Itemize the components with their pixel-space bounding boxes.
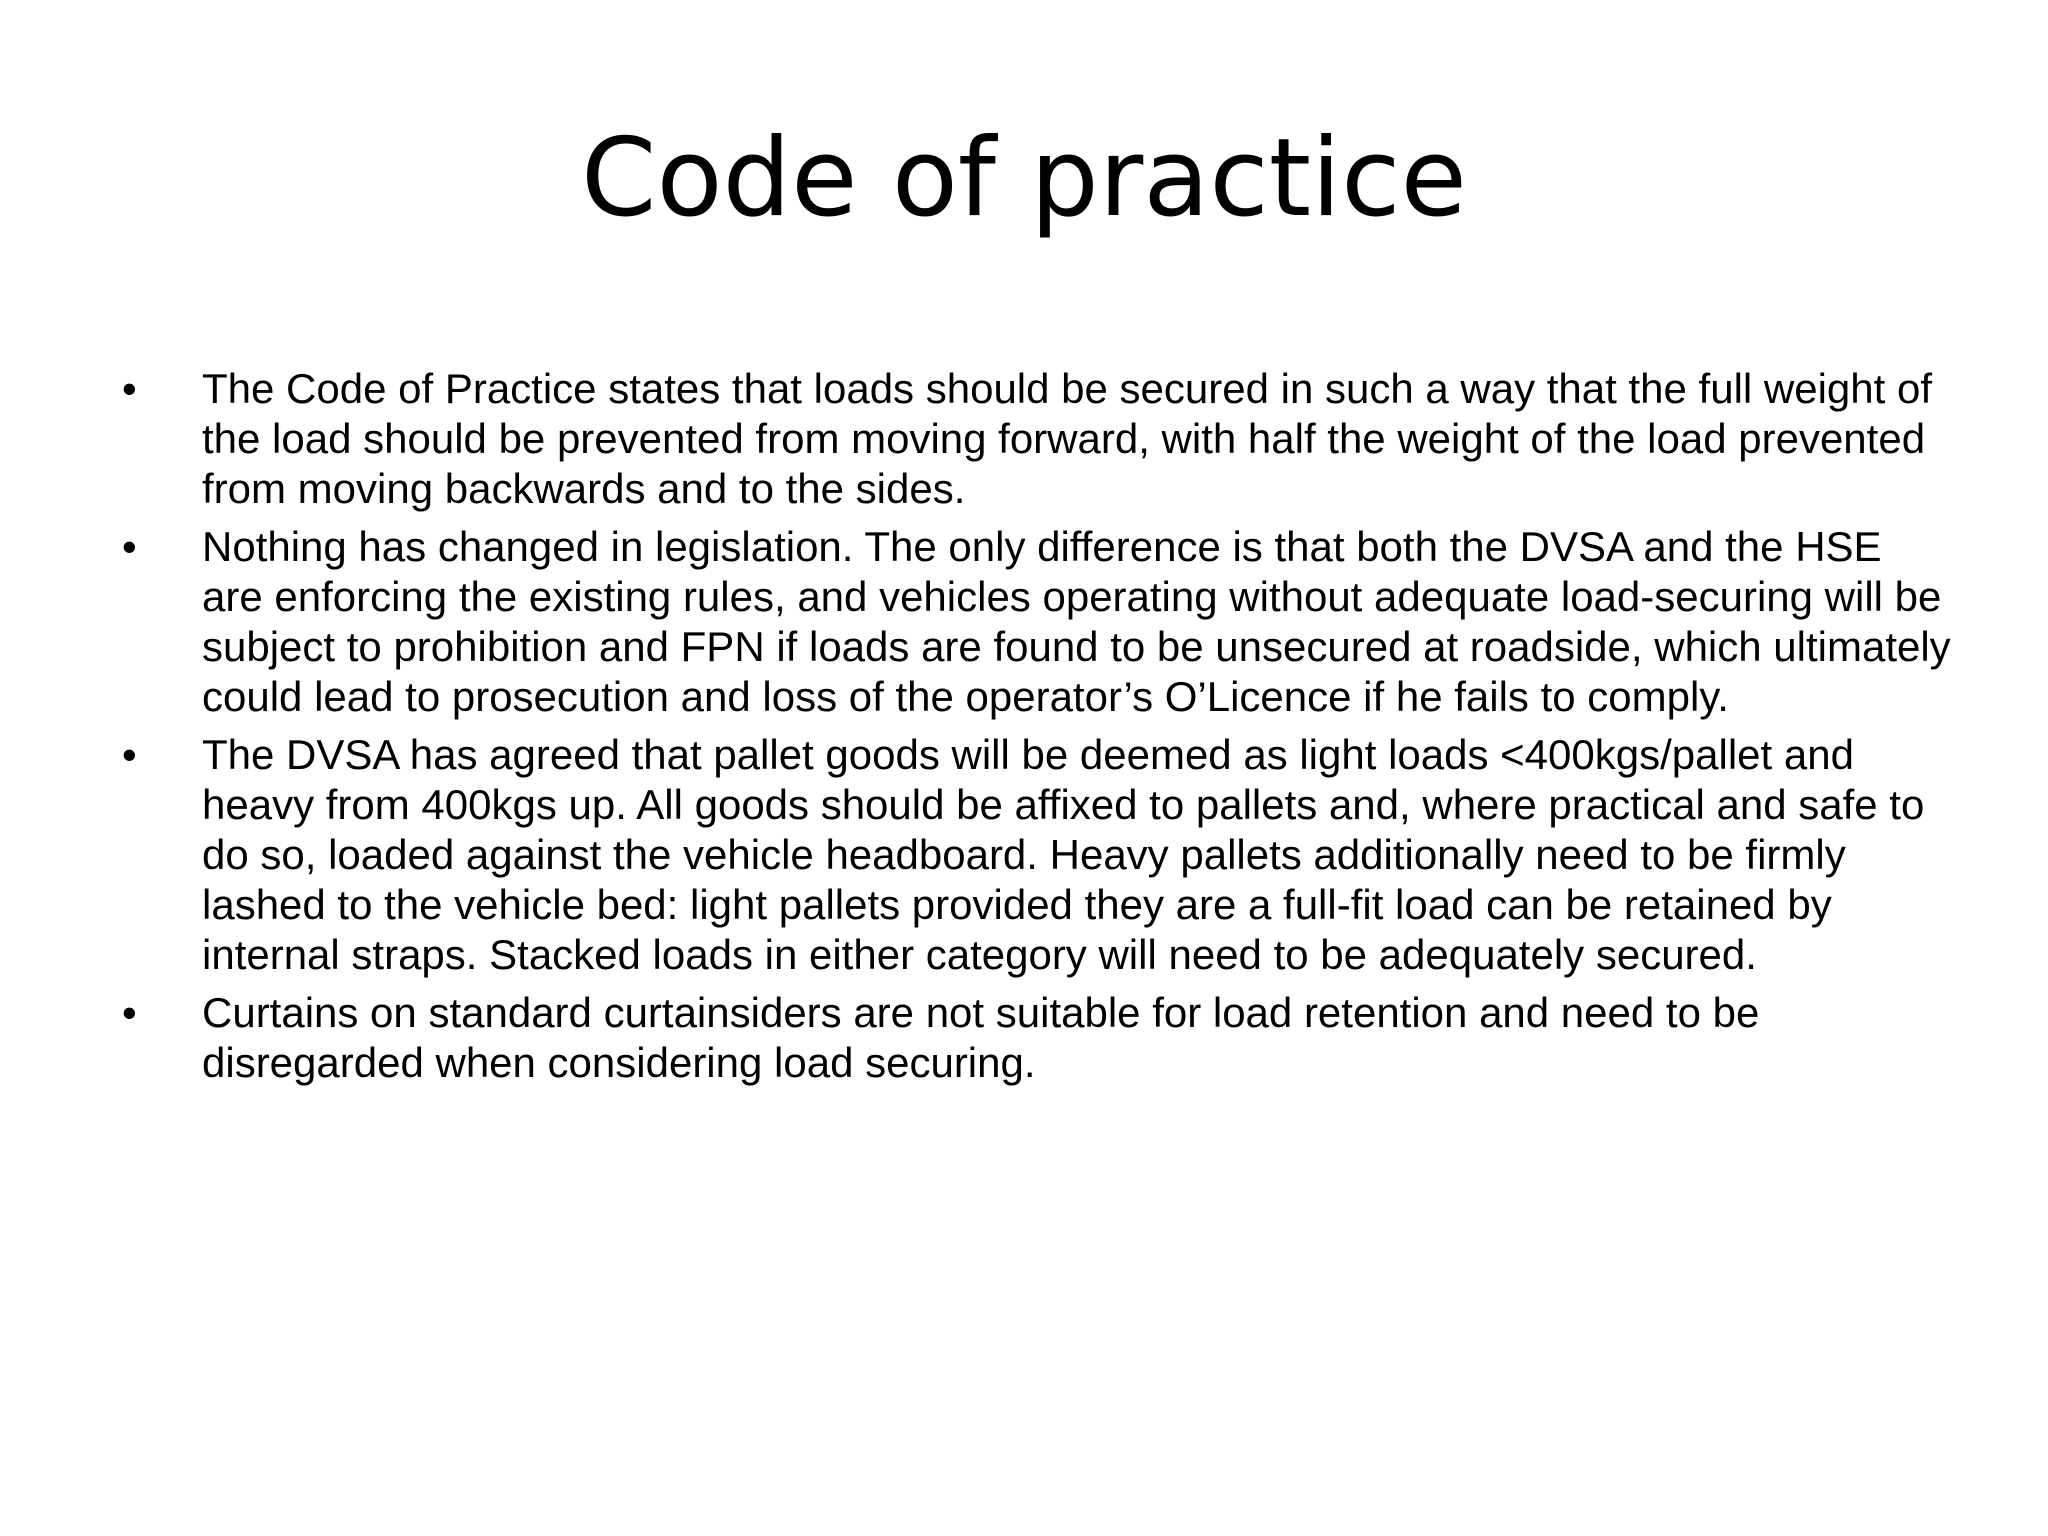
bullet-text: Nothing has changed in legislation. The only difference is that both the DVSA and the HSE are enforcing the existing rules, and vehicles operating without adequate load-securing will be subject to prohibition and FPN if loads are found to be unsecured at roadside, which ultimately could lead to prosecution and loss of the operator’s O’Licence if he fails to comply. (202, 523, 1951, 720)
bullet-list (122, 364, 1952, 1096)
bullet-icon: • (122, 989, 137, 1036)
list-item (122, 364, 1952, 514)
bullet-text: Curtains on standard curtainsiders are not suitable for load retention and need to be disregarded when considering load securing. (202, 989, 1760, 1086)
list-item (122, 988, 1952, 1088)
list-item (122, 730, 1952, 980)
slide-title: Code of practice (581, 116, 1467, 241)
bullet-icon: • (122, 365, 137, 412)
list-item (122, 522, 1952, 722)
bullet-icon: • (122, 523, 137, 570)
bullet-text: The DVSA has agreed that pallet goods will be deemed as light loads <400kgs/pallet and heavy from 400kgs up. All goods should be affixed to pallets and, where practical and safe to do so, loaded against the vehicle headboard. Heavy pallets additionally need to be firmly lashed to the vehicle bed: light pallets provided they are a full-fit load can be retained by internal straps. Stacked loads in either category will need to be adequately secured. (202, 731, 1925, 978)
bullet-text: The Code of Practice states that loads should be secured in such a way that the full weight of the load should be prevented from moving forward, with half the weight of the load prevented from moving backwards and to the sides. (202, 365, 1932, 512)
bullet-icon: • (122, 731, 137, 778)
